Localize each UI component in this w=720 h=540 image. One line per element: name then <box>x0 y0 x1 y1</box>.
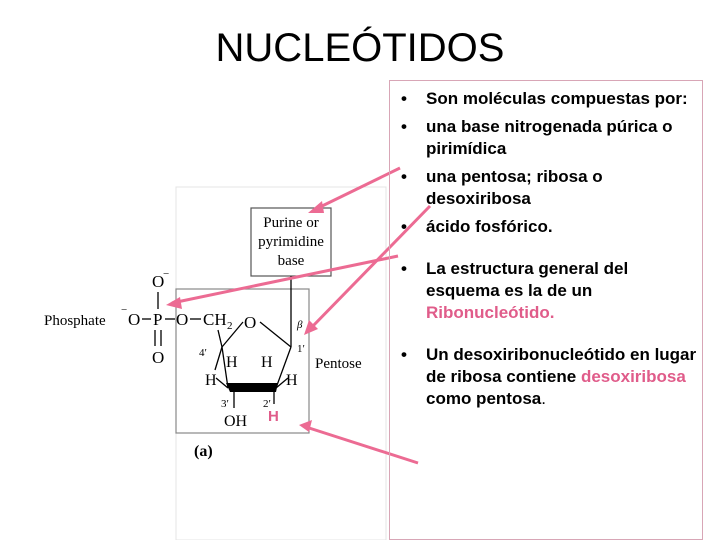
p-atom: P <box>153 310 163 329</box>
bullet-text: una base nitrogenada púrica o pirimídica <box>426 117 673 158</box>
ch2-label: CH <box>203 310 227 329</box>
ring-oxygen: O <box>244 313 257 332</box>
h-left-outer: H <box>205 372 217 389</box>
phosphate-label: Phosphate <box>44 313 106 329</box>
o-left: O <box>128 310 141 329</box>
c5-c4-bond <box>218 330 222 347</box>
o-right: O <box>176 310 189 329</box>
bullet-text: La estructura general del esquema es la de un <box>426 259 629 300</box>
ribonucleotide-highlight: Ribonucleótido. <box>426 303 555 322</box>
o-left-charge: − <box>121 304 128 316</box>
beta-label: β <box>297 319 303 331</box>
pentose-box <box>176 289 309 433</box>
base-line-2: pyrimidine <box>258 234 324 250</box>
arrowhead-phosphate <box>166 297 182 309</box>
label-2prime: 2′ <box>263 398 271 410</box>
bullet-item <box>394 216 700 238</box>
o-bottom: O <box>152 348 165 367</box>
bullet-period: . <box>541 389 546 408</box>
label-1prime: 1′ <box>297 343 305 355</box>
h-inner-right: H <box>261 354 273 371</box>
label-3prime: 3′ <box>221 398 229 410</box>
arrow-to-base <box>318 168 400 208</box>
h-deoxy-label: H <box>268 408 279 425</box>
o-c1-bond <box>260 322 291 347</box>
bullet-item <box>394 344 700 410</box>
bullet-text: ácido fosfórico. <box>426 217 553 236</box>
slide-title: NUCLEÓTIDOS <box>215 26 505 70</box>
bullet-text: una pentosa; ribosa o desoxiribosa <box>426 167 603 208</box>
h-inner-left: H <box>226 354 238 371</box>
o-top-charge: − <box>163 268 170 280</box>
bullet-item <box>394 88 700 110</box>
arrowhead-base <box>308 201 324 213</box>
bullet-text: Son moléculas compuestas por: <box>426 89 688 108</box>
base-line-3: base <box>277 253 305 269</box>
oh-label: OH <box>224 413 248 430</box>
ch2-subscript: 2 <box>227 320 233 332</box>
bullet-list <box>394 88 700 410</box>
panel-label: (a) <box>194 443 213 460</box>
h-right-outer: H <box>286 372 298 389</box>
o-top: O <box>152 272 165 291</box>
arrowhead-h <box>299 420 312 432</box>
desoxiribosa-highlight: desoxiribosa <box>580 367 686 386</box>
pentose-label: Pentose <box>315 356 362 372</box>
bullet-text-end: como pentosa <box>426 389 542 408</box>
bullet-item <box>394 116 700 160</box>
bullet-text: Un desoxiribonucleótido en lugar de ribosa contiene <box>426 345 697 386</box>
bullet-item <box>394 258 700 324</box>
c4-h-bond <box>215 347 222 370</box>
label-4prime: 4′ <box>199 347 207 359</box>
bullet-item <box>394 166 700 210</box>
base-line-1: Purine or <box>263 215 319 231</box>
